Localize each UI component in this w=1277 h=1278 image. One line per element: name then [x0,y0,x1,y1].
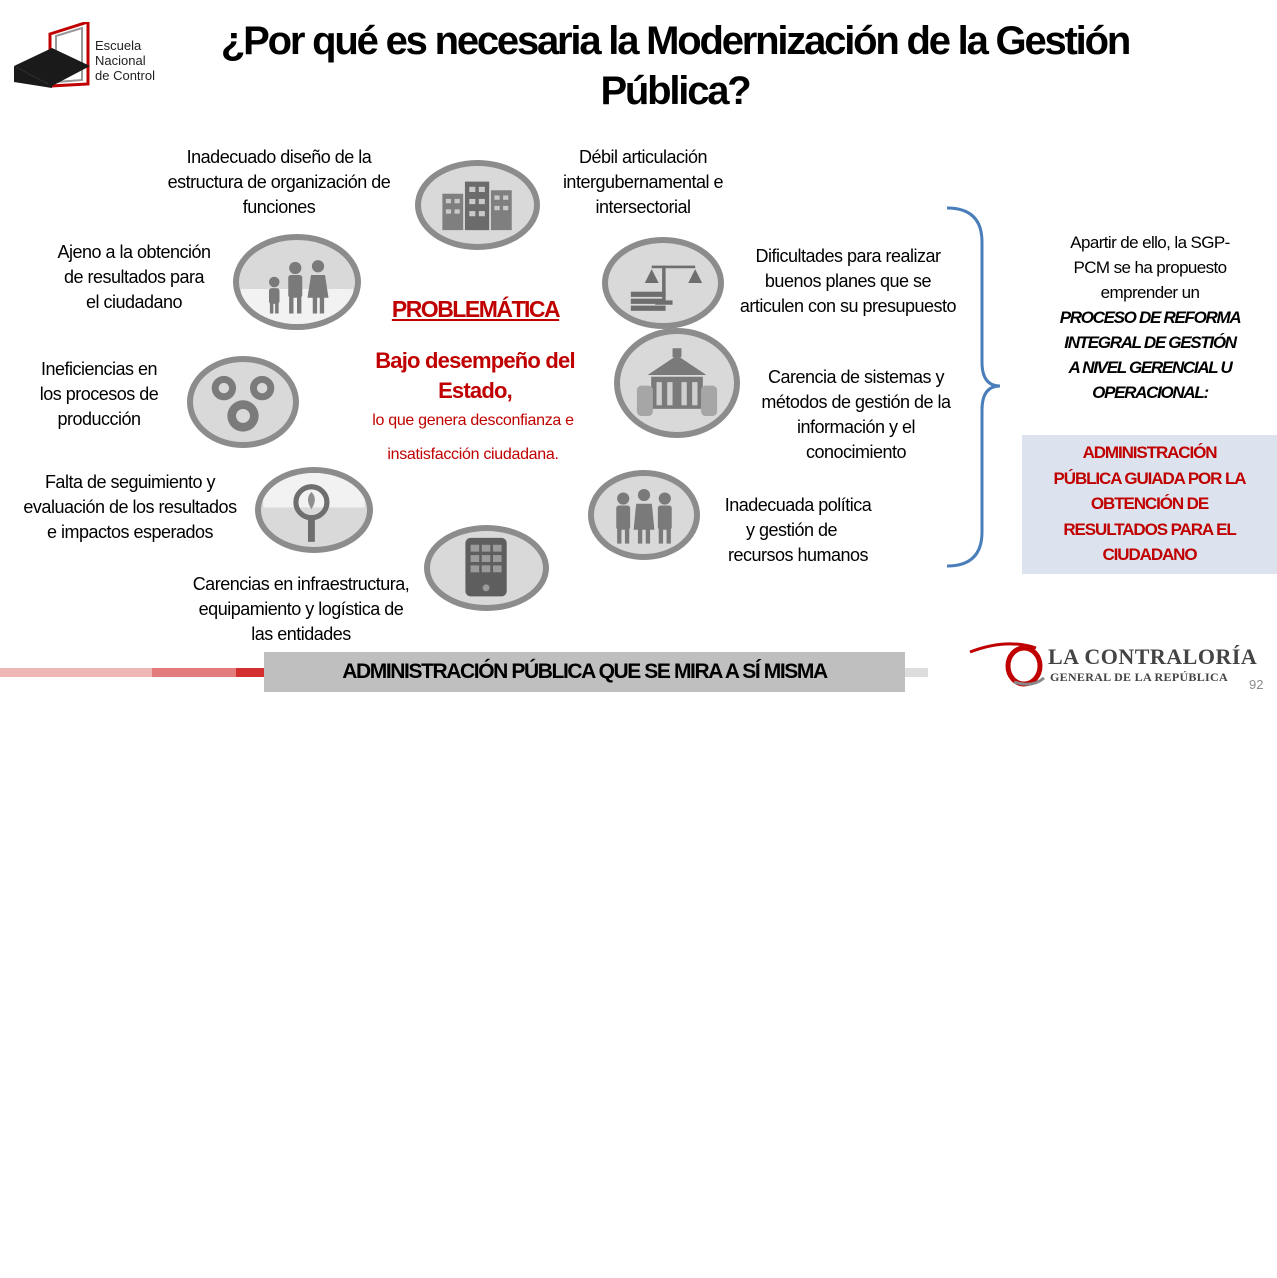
right-bold-line: A NIVEL GERENCIAL U [1068,358,1232,377]
problem-planes-line: Dificultades para realizar [755,246,941,266]
gears-icon [187,356,299,448]
page-title-line-2: Pública? [600,69,750,113]
right-bold-line: PROCESO DE REFORMA [1059,308,1241,327]
contraloria-title: LA CONTRALORÍA [1048,644,1258,669]
government-building-icon [614,328,740,438]
problem-infraestructura-line: Carencias en infraestructura, [192,574,410,594]
center-description: lo que genera desconfianza e insatisfacción ciudadana. [372,412,574,463]
contraloria-logo [966,638,1256,690]
problem-resultados-line: Ajeno a la obtención [57,242,211,262]
problem-planes [720,244,976,319]
problem-infraestructura-line: equipamiento y logística de [198,599,404,619]
logo-line-2: Nacional [95,53,146,68]
workers-icon [588,470,700,560]
problem-infraestructura [172,572,430,647]
right-intro-line: emprender un [1100,283,1200,302]
right-bold-line: INTEGRAL DE GESTIÓN [1064,333,1236,352]
problem-sistemas [742,365,970,465]
problem-diseno [140,145,418,220]
problem-procesos-line: los procesos de [39,384,159,404]
highlight-line: ADMINISTRACIÓN [1082,443,1217,462]
problem-planes-line: articulen con su presupuesto [739,296,957,316]
escuela-logo [12,22,172,92]
problem-seguimiento-line: evaluación de los resultados [23,497,237,517]
right-bold-line: OPERACIONAL: [1092,383,1208,402]
highlight-line: OBTENCIÓN DE [1090,494,1209,513]
family-icon [233,234,361,330]
problem-rrhh-line: recursos humanos [727,545,869,565]
problem-resultados-line: el ciudadano [85,292,183,312]
problem-seguimiento-line: e impactos esperados [46,522,214,542]
problem-articulacion [540,145,746,220]
problem-planes-line: buenos planes que se [764,271,932,291]
center-subtitle: Bajo desempeño del Estado, [375,348,575,403]
bottom-banner: ADMINISTRACIÓN PÚBLICA QUE SE MIRA A SÍ MISMA [264,652,905,692]
highlight-line: CIUDADANO [1102,545,1197,564]
problem-resultados [38,240,230,315]
problem-diseno-line: Inadecuado diseño de la [186,147,372,167]
money-scale-icon [602,237,724,329]
highlight-line: PÚBLICA GUIADA POR LA [1053,468,1246,488]
logo-line-3: de Control [95,68,155,83]
page-number: 92 [1249,677,1264,692]
problem-diseno-line: funciones [242,197,316,217]
problem-diseno-line: estructura de organización de [167,172,391,192]
tablet-icon [424,525,549,611]
bracket-arrow-icon [942,202,1002,572]
right-intro [1030,230,1270,405]
problem-resultados-line: de resultados para [63,267,205,287]
page-title [190,16,1160,116]
problem-rrhh [704,493,892,568]
problem-procesos-line: Ineficiencias en [40,359,158,379]
problem-sistemas-line: información y el [796,417,916,437]
problem-sistemas-line: métodos de gestión de la [761,392,951,412]
problem-seguimiento [4,470,256,545]
problem-rrhh-line: y gestión de [746,520,838,540]
escuela-logo-mark-icon [12,22,92,90]
center-heading: PROBLEMÁTICA [391,296,560,322]
problem-seguimiento-line: Falta de seguimiento y [44,472,216,492]
highlight-box [1022,435,1277,574]
highlight-line: RESULTADOS PARA EL [1063,519,1236,539]
problem-rrhh-line: Inadecuada política [724,495,872,515]
problem-procesos [20,357,178,432]
problem-articulacion-line: Débil articulación [578,147,708,167]
problem-infraestructura-line: las entidades [251,624,351,644]
problem-articulacion-line: intersectorial [595,197,691,217]
problem-sistemas-line: conocimiento [805,442,907,462]
contraloria-swoosh-icon [966,638,1046,690]
problem-articulacion-line: intergubernamental e [562,172,724,192]
problem-procesos-line: producción [57,409,141,429]
right-intro-line: Apartir de ello, la SGP- [1070,233,1230,252]
contraloria-subtitle: GENERAL DE LA REPÚBLICA [1050,670,1228,684]
right-intro-line: PCM se ha propuesto [1073,258,1227,277]
page-title-line-1: ¿Por qué es necesaria la Modernización de la Gestión [220,19,1130,63]
buildings-icon [415,160,540,250]
logo-line-1: Escuela [95,38,142,53]
problem-sistemas-line: Carencia de sistemas y [767,367,945,387]
magnifier-tree-icon [255,467,373,553]
